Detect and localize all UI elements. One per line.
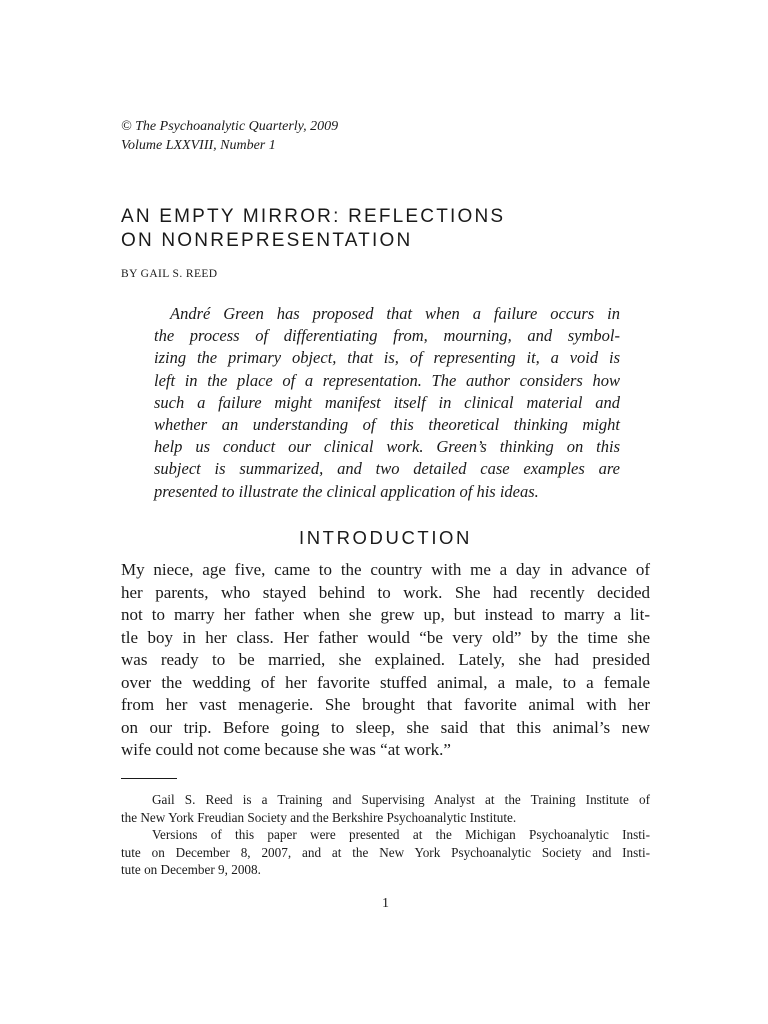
body-line: not to marry her father when she grew up, but instead to marry a lit- xyxy=(121,605,650,624)
footnote-line: tute on December 9, 2008. xyxy=(121,862,261,878)
author-byline: BY GAIL S. REED xyxy=(121,268,218,280)
abstract-line: help us conduct our clinical work. Green’s thinking on this xyxy=(154,437,620,457)
copyright-line: © The Psychoanalytic Quarterly, 2009 xyxy=(121,119,339,134)
article-title xyxy=(121,205,505,253)
body-line: My niece, age five, came to the country with me a day in advance of xyxy=(121,560,650,579)
body-line: from her vast menagerie. She brought that favorite animal with her xyxy=(121,695,650,714)
abstract-line: such a failure might manifest itself in clinical material and xyxy=(154,392,620,412)
body-line: wife could not come because she was “at work.” xyxy=(121,740,451,759)
body-line: her parents, who stayed behind to work. She had recently decided xyxy=(121,582,650,602)
abstract-line: André Green has proposed that when a failure occurs in xyxy=(170,304,620,323)
abstract-line: left in the place of a representation. The author considers how xyxy=(154,370,620,390)
footnote-line: Gail S. Reed is a Training and Supervising Analyst at the Training Institute of xyxy=(152,792,650,807)
title-line: AN EMPTY MIRROR: REFLECTIONS xyxy=(121,206,506,227)
body-line: tle boy in her class. Her father would “be very old” by the time she xyxy=(121,627,650,647)
abstract-line: izing the primary object, that is, of representing it, a void is xyxy=(154,348,620,368)
page-number: 1 xyxy=(382,896,389,911)
abstract-line: subject is summarized, and two detailed case examples are xyxy=(154,459,620,479)
section-heading-introduction: INTRODUCTION xyxy=(298,527,473,548)
abstract xyxy=(154,303,620,503)
author-footnote xyxy=(121,791,650,879)
abstract-line: whether an understanding of this theoretical thinking might xyxy=(154,414,620,434)
body-line: on our trip. Before going to sleep, she said that this animal’s new xyxy=(121,717,650,737)
body-line: over the wedding of her favorite stuffed animal, a male, to a female xyxy=(121,672,650,692)
abstract-line: the process of differentiating from, mourning, and symbol- xyxy=(154,326,620,346)
volume-line: Volume LXXVIII, Number 1 xyxy=(121,138,276,153)
footnote-line: the New York Freudian Society and the Berkshire Psychoanalytic Institute. xyxy=(121,809,517,825)
introduction-paragraph xyxy=(121,559,650,762)
footnote-divider xyxy=(121,778,177,779)
abstract-line: presented to illustrate the clinical application of his ideas. xyxy=(154,481,539,501)
body-line: was ready to be married, she explained. Lately, she had presided xyxy=(121,650,650,669)
title-line: ON NONREPRESENTATION xyxy=(121,230,413,251)
copyright-notice xyxy=(121,117,338,155)
footnote-line: tute on December 8, 2007, and at the New York Psychoanalytic Society and Insti- xyxy=(121,844,650,860)
footnote-line: Versions of this paper were presented at the Michigan Psychoanalytic Insti- xyxy=(152,827,650,843)
